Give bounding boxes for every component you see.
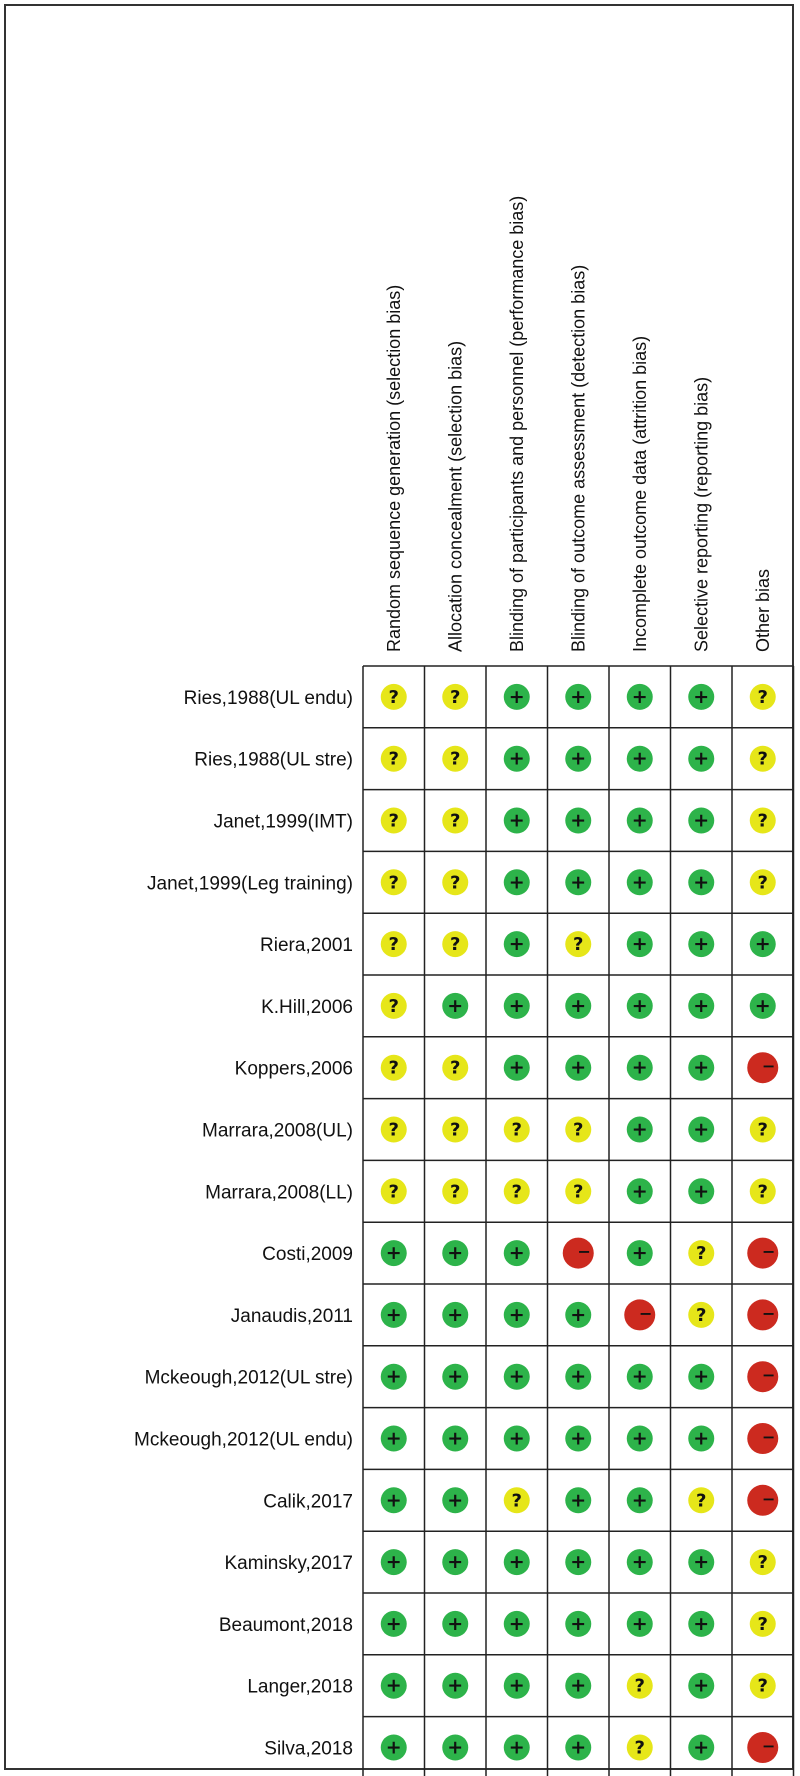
rating-low-risk-mark <box>688 1673 714 1699</box>
rating-low-risk-mark <box>504 1611 530 1637</box>
row-label-mckeough-2012-ul-stre: Mckeough,2012(UL stre) <box>144 1367 353 1389</box>
rating-symbol: + <box>447 1427 464 1450</box>
rating-low-risk-mark <box>688 1364 714 1390</box>
rating-low-risk-mark <box>627 1611 653 1637</box>
rating-symbol: + <box>631 871 648 894</box>
rating-unclear-risk-mark <box>750 869 776 895</box>
rating-symbol: ? <box>450 872 461 894</box>
rating-symbol: + <box>693 1674 710 1697</box>
row-label-costi-2009: Costi,2009 <box>262 1244 353 1266</box>
rating-unclear-risk-mark <box>381 931 407 957</box>
rating-low-risk-mark <box>750 993 776 1019</box>
rating-symbol: + <box>631 1489 648 1512</box>
rating-unclear-risk-mark <box>565 1117 591 1143</box>
rating-symbol: ? <box>388 748 399 770</box>
row-label-beaumont-2018: Beaumont,2018 <box>218 1614 353 1636</box>
rating-unclear-risk-mark <box>688 1487 714 1513</box>
rating-symbol: + <box>754 933 771 956</box>
rating-low-risk-mark <box>504 993 530 1019</box>
rating-low-risk-mark <box>504 869 530 895</box>
rating-symbol: + <box>693 1365 710 1388</box>
rating-symbol: + <box>693 1180 710 1203</box>
rating-symbol: ? <box>696 1243 707 1265</box>
rating-unclear-risk-mark <box>381 1178 407 1204</box>
rating-unclear-risk-mark <box>381 869 407 895</box>
rating-low-risk-mark <box>565 1735 591 1761</box>
rating-symbol: + <box>508 1365 525 1388</box>
rating-low-risk-mark <box>627 746 653 772</box>
rating-low-risk-mark <box>442 1611 468 1637</box>
rating-low-risk-mark <box>565 869 591 895</box>
rating-high-risk-mark <box>747 1052 778 1083</box>
rating-low-risk-mark <box>688 1735 714 1761</box>
rating-low-risk-mark <box>504 1735 530 1761</box>
rating-symbol: − <box>762 1056 776 1076</box>
rating-symbol: + <box>508 1551 525 1574</box>
rating-low-risk-mark <box>442 1549 468 1575</box>
rating-low-risk-mark <box>627 1364 653 1390</box>
rating-symbol: + <box>693 685 710 708</box>
rating-symbol: + <box>447 1612 464 1635</box>
rating-low-risk-mark <box>504 1549 530 1575</box>
rating-unclear-risk-mark <box>504 1117 530 1143</box>
rating-symbol: + <box>570 1056 587 1079</box>
column-label-6: Selective reporting (reporting bias) <box>691 376 712 652</box>
row-label-marrara-2008-ll: Marrara,2008(LL) <box>205 1182 353 1204</box>
column-label-7: Other bias <box>752 568 773 652</box>
rating-low-risk-mark <box>381 1611 407 1637</box>
rating-symbol: + <box>631 933 648 956</box>
rating-unclear-risk-mark <box>688 1240 714 1266</box>
rating-symbol: ? <box>634 1737 645 1759</box>
rating-low-risk-mark <box>442 1735 468 1761</box>
rating-high-risk-mark <box>747 1732 778 1763</box>
rating-low-risk-mark <box>504 684 530 710</box>
rating-symbol: + <box>385 1612 402 1635</box>
rating-low-risk-mark <box>504 1673 530 1699</box>
rating-symbol: − <box>762 1242 776 1262</box>
row-label-silva-2018: Silva,2018 <box>264 1738 353 1760</box>
rating-symbol: + <box>385 1489 402 1512</box>
rating-unclear-risk-mark <box>750 1611 776 1637</box>
rating-symbol: + <box>693 1612 710 1635</box>
rating-symbol: ? <box>450 1181 461 1203</box>
rating-low-risk-mark <box>442 1364 468 1390</box>
rating-symbol: + <box>447 1303 464 1326</box>
rating-unclear-risk-mark <box>504 1487 530 1513</box>
rating-high-risk-mark <box>747 1485 778 1516</box>
rating-low-risk-mark <box>688 1426 714 1452</box>
row-labels <box>134 688 353 1760</box>
column-label-5: Incomplete outcome data (attrition bias) <box>629 335 650 652</box>
rating-symbol: ? <box>511 1119 522 1141</box>
rating-low-risk-mark <box>627 993 653 1019</box>
rating-symbol: ? <box>388 995 399 1017</box>
rating-low-risk-mark <box>565 1302 591 1328</box>
rating-symbol: + <box>447 1674 464 1697</box>
rating-symbol: + <box>570 1489 587 1512</box>
rating-low-risk-mark <box>504 746 530 772</box>
rating-low-risk-mark <box>442 1426 468 1452</box>
rating-low-risk-mark <box>504 1240 530 1266</box>
rating-symbol: + <box>508 747 525 770</box>
rating-low-risk-mark <box>565 1673 591 1699</box>
rating-symbol: ? <box>573 1181 584 1203</box>
rating-symbol: + <box>508 994 525 1017</box>
rating-low-risk-mark <box>565 1055 591 1081</box>
rating-low-risk-mark <box>381 1302 407 1328</box>
rating-high-risk-mark <box>624 1299 655 1330</box>
rating-symbol: ? <box>757 1181 768 1203</box>
rating-symbol: ? <box>696 1490 707 1512</box>
rating-high-risk-mark <box>563 1238 594 1269</box>
rating-symbol: ? <box>757 1552 768 1574</box>
rating-marks <box>381 684 779 1763</box>
rating-symbol: + <box>631 809 648 832</box>
rating-unclear-risk-mark <box>627 1735 653 1761</box>
rating-symbol: + <box>693 994 710 1017</box>
rating-low-risk-mark <box>504 808 530 834</box>
rating-symbol: + <box>570 994 587 1017</box>
rating-symbol: + <box>447 1551 464 1574</box>
rating-low-risk-mark <box>688 1549 714 1575</box>
rating-symbol: + <box>570 1736 587 1759</box>
rating-low-risk-mark <box>688 746 714 772</box>
rating-symbol: ? <box>757 872 768 894</box>
rating-unclear-risk-mark <box>750 746 776 772</box>
row-label-k-hill-2006: K.Hill,2006 <box>261 996 353 1018</box>
rating-low-risk-mark <box>750 931 776 957</box>
rating-symbol: + <box>570 1551 587 1574</box>
rating-symbol: + <box>570 1365 587 1388</box>
rating-symbol: ? <box>388 810 399 832</box>
rating-low-risk-mark <box>627 1240 653 1266</box>
rating-low-risk-mark <box>627 1426 653 1452</box>
rating-low-risk-mark <box>442 1673 468 1699</box>
rating-symbol: + <box>693 1118 710 1141</box>
rating-low-risk-mark <box>442 1240 468 1266</box>
rating-symbol: + <box>385 1674 402 1697</box>
rating-symbol: + <box>447 1489 464 1512</box>
rating-unclear-risk-mark <box>442 1117 468 1143</box>
rating-high-risk-mark <box>747 1423 778 1454</box>
rating-symbol: + <box>570 1303 587 1326</box>
rating-symbol: + <box>570 685 587 708</box>
rating-low-risk-mark <box>504 1302 530 1328</box>
rating-low-risk-mark <box>565 1611 591 1637</box>
rating-symbol: + <box>508 871 525 894</box>
rating-unclear-risk-mark <box>381 808 407 834</box>
rating-low-risk-mark <box>688 808 714 834</box>
rating-symbol: + <box>508 1736 525 1759</box>
rating-low-risk-mark <box>565 993 591 1019</box>
rating-symbol: + <box>631 1612 648 1635</box>
rating-unclear-risk-mark <box>688 1302 714 1328</box>
rating-unclear-risk-mark <box>565 931 591 957</box>
rating-symbol: + <box>385 1427 402 1450</box>
rating-unclear-risk-mark <box>750 684 776 710</box>
rating-low-risk-mark <box>688 1178 714 1204</box>
row-label-janet-1999-leg-training: Janet,1999(Leg training) <box>147 873 353 895</box>
rating-low-risk-mark <box>688 869 714 895</box>
column-label-4: Blinding of outcome assessment (detection bias) <box>568 264 589 652</box>
rating-low-risk-mark <box>381 1240 407 1266</box>
rating-low-risk-mark <box>627 1549 653 1575</box>
rating-symbol: + <box>570 747 587 770</box>
rating-high-risk-mark <box>747 1238 778 1269</box>
rating-symbol: ? <box>450 934 461 956</box>
rating-symbol: + <box>693 1427 710 1450</box>
rating-symbol: ? <box>757 810 768 832</box>
rating-symbol: − <box>762 1736 776 1756</box>
rating-low-risk-mark <box>688 993 714 1019</box>
column-label-3: Blinding of participants and personnel (performance bias) <box>506 195 527 652</box>
rating-low-risk-mark <box>565 1364 591 1390</box>
rating-symbol: + <box>508 1427 525 1450</box>
rating-symbol: ? <box>388 934 399 956</box>
rating-low-risk-mark <box>627 808 653 834</box>
rating-symbol: + <box>631 1551 648 1574</box>
rating-unclear-risk-mark <box>504 1178 530 1204</box>
rating-symbol: ? <box>757 748 768 770</box>
rating-low-risk-mark <box>381 1549 407 1575</box>
rating-symbol: − <box>762 1489 776 1509</box>
rating-symbol: − <box>762 1365 776 1385</box>
rating-low-risk-mark <box>442 1302 468 1328</box>
rating-unclear-risk-mark <box>750 1117 776 1143</box>
rating-unclear-risk-mark <box>442 931 468 957</box>
rating-unclear-risk-mark <box>381 684 407 710</box>
rating-low-risk-mark <box>627 869 653 895</box>
rating-symbol: + <box>570 1674 587 1697</box>
rating-unclear-risk-mark <box>750 808 776 834</box>
rating-symbol: + <box>693 747 710 770</box>
rating-symbol: ? <box>634 1675 645 1697</box>
rating-unclear-risk-mark <box>442 746 468 772</box>
rating-low-risk-mark <box>688 1055 714 1081</box>
rating-symbol: − <box>762 1427 776 1447</box>
rating-symbol: ? <box>573 934 584 956</box>
rating-unclear-risk-mark <box>627 1673 653 1699</box>
rating-symbol: + <box>508 685 525 708</box>
rating-low-risk-mark <box>381 1364 407 1390</box>
rating-low-risk-mark <box>442 1487 468 1513</box>
rating-symbol: ? <box>450 686 461 708</box>
rating-unclear-risk-mark <box>750 1178 776 1204</box>
rating-low-risk-mark <box>565 808 591 834</box>
rating-symbol: ? <box>757 686 768 708</box>
rating-unclear-risk-mark <box>750 1673 776 1699</box>
row-label-calik-2017: Calik,2017 <box>263 1491 353 1513</box>
rating-low-risk-mark <box>381 1487 407 1513</box>
rating-symbol: + <box>385 1242 402 1265</box>
rating-symbol: + <box>570 1612 587 1635</box>
rating-symbol: ? <box>388 872 399 894</box>
rating-symbol: + <box>447 1365 464 1388</box>
rating-low-risk-mark <box>381 1673 407 1699</box>
row-label-koppers-2006: Koppers,2006 <box>234 1058 353 1080</box>
rating-unclear-risk-mark <box>381 1117 407 1143</box>
rating-unclear-risk-mark <box>750 1549 776 1575</box>
row-label-janet-1999-imt: Janet,1999(IMT) <box>213 811 353 833</box>
rating-symbol: + <box>447 1736 464 1759</box>
rating-low-risk-mark <box>381 1426 407 1452</box>
rating-symbol: + <box>693 1736 710 1759</box>
rating-symbol: ? <box>511 1490 522 1512</box>
column-label-2: Allocation concealment (selection bias) <box>445 340 466 652</box>
rating-unclear-risk-mark <box>442 1178 468 1204</box>
row-label-mckeough-2012-ul-endu: Mckeough,2012(UL endu) <box>134 1429 353 1451</box>
rating-symbol: ? <box>388 1057 399 1079</box>
rating-low-risk-mark <box>504 1055 530 1081</box>
rating-low-risk-mark <box>504 1426 530 1452</box>
rating-symbol: + <box>570 809 587 832</box>
rating-low-risk-mark <box>565 1426 591 1452</box>
row-label-kaminsky-2017: Kaminsky,2017 <box>224 1553 353 1575</box>
rating-symbol: + <box>693 1551 710 1574</box>
rating-symbol: + <box>631 1427 648 1450</box>
rating-low-risk-mark <box>565 1487 591 1513</box>
rating-symbol: + <box>508 1612 525 1635</box>
rating-unclear-risk-mark <box>381 746 407 772</box>
rating-symbol: + <box>385 1736 402 1759</box>
rating-symbol: ? <box>388 1181 399 1203</box>
rating-low-risk-mark <box>627 684 653 710</box>
rating-symbol: − <box>639 1303 653 1323</box>
rating-symbol: + <box>508 933 525 956</box>
rating-symbol: + <box>693 933 710 956</box>
rating-low-risk-mark <box>688 931 714 957</box>
row-label-janaudis-2011: Janaudis,2011 <box>230 1305 353 1327</box>
rating-symbol: ? <box>757 1675 768 1697</box>
rating-low-risk-mark <box>627 1487 653 1513</box>
rating-symbol: + <box>631 685 648 708</box>
rating-symbol: + <box>570 1427 587 1450</box>
rating-symbol: + <box>631 1365 648 1388</box>
rating-symbol: ? <box>757 1119 768 1141</box>
rating-symbol: + <box>631 1242 648 1265</box>
rating-symbol: ? <box>388 686 399 708</box>
rating-symbol: + <box>508 1674 525 1697</box>
rating-symbol: + <box>447 994 464 1017</box>
rating-symbol: + <box>385 1303 402 1326</box>
rating-unclear-risk-mark <box>442 1055 468 1081</box>
rating-unclear-risk-mark <box>381 993 407 1019</box>
rating-low-risk-mark <box>688 1117 714 1143</box>
rating-unclear-risk-mark <box>381 1055 407 1081</box>
rating-low-risk-mark <box>565 746 591 772</box>
rating-low-risk-mark <box>627 931 653 957</box>
rating-unclear-risk-mark <box>442 808 468 834</box>
rating-low-risk-mark <box>688 1611 714 1637</box>
rating-symbol: ? <box>511 1181 522 1203</box>
row-label-langer-2018: Langer,2018 <box>247 1676 353 1698</box>
rating-unclear-risk-mark <box>442 684 468 710</box>
rating-low-risk-mark <box>565 684 591 710</box>
row-label-ries-1988-ul-endu: Ries,1988(UL endu) <box>183 687 353 709</box>
rating-symbol: + <box>693 1056 710 1079</box>
column-label-1: Random sequence generation (selection bias) <box>383 284 404 652</box>
rating-low-risk-mark <box>381 1735 407 1761</box>
rating-symbol: + <box>631 994 648 1017</box>
rating-symbol: + <box>631 1056 648 1079</box>
rating-high-risk-mark <box>747 1361 778 1392</box>
rating-unclear-risk-mark <box>442 869 468 895</box>
rating-symbol: − <box>577 1242 591 1262</box>
rating-low-risk-mark <box>504 1364 530 1390</box>
rating-symbol: ? <box>388 1119 399 1141</box>
rating-symbol: + <box>508 1056 525 1079</box>
rating-symbol: + <box>693 871 710 894</box>
rating-high-risk-mark <box>747 1299 778 1330</box>
rating-symbol: + <box>385 1365 402 1388</box>
rating-symbol: + <box>508 809 525 832</box>
rating-symbol: ? <box>696 1304 707 1326</box>
rating-low-risk-mark <box>504 931 530 957</box>
rating-low-risk-mark <box>565 1549 591 1575</box>
rating-low-risk-mark <box>688 684 714 710</box>
rating-symbol: − <box>762 1303 776 1323</box>
rating-unclear-risk-mark <box>565 1178 591 1204</box>
rating-low-risk-mark <box>627 1117 653 1143</box>
rating-symbol: ? <box>450 1119 461 1141</box>
row-label-marrara-2008-ul: Marrara,2008(UL) <box>202 1120 353 1142</box>
rating-symbol: ? <box>450 1057 461 1079</box>
rating-symbol: ? <box>450 748 461 770</box>
rating-symbol: + <box>631 1118 648 1141</box>
rating-low-risk-mark <box>627 1055 653 1081</box>
rating-symbol: + <box>754 994 771 1017</box>
rating-symbol: + <box>447 1242 464 1265</box>
rating-symbol: + <box>385 1551 402 1574</box>
rating-low-risk-mark <box>442 993 468 1019</box>
rating-symbol: + <box>508 1242 525 1265</box>
row-label-riera-2001: Riera,2001 <box>260 935 353 957</box>
rating-low-risk-mark <box>627 1178 653 1204</box>
rating-symbol: ? <box>573 1119 584 1141</box>
column-labels <box>384 196 773 652</box>
rating-symbol: ? <box>450 810 461 832</box>
rating-symbol: + <box>631 747 648 770</box>
rating-symbol: + <box>508 1303 525 1326</box>
rating-symbol: + <box>631 1180 648 1203</box>
row-label-ries-1988-ul-stre: Ries,1988(UL stre) <box>194 749 353 771</box>
rating-symbol: ? <box>757 1613 768 1635</box>
rating-symbol: + <box>570 871 587 894</box>
rating-symbol: + <box>693 809 710 832</box>
